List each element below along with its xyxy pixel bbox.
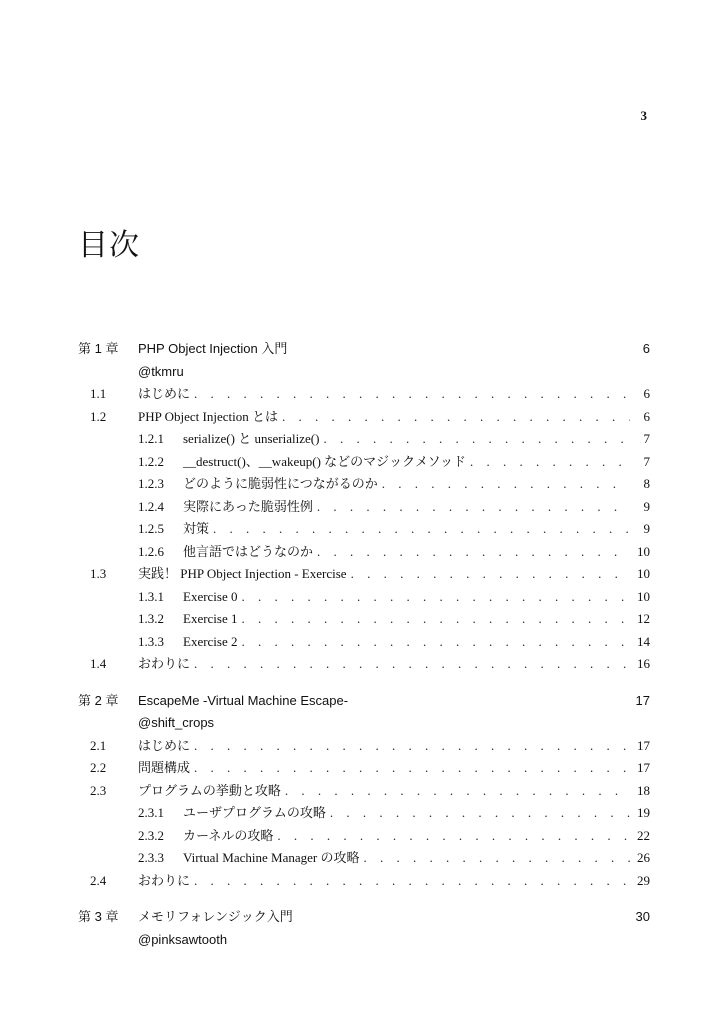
section-number: 2.3.3: [138, 850, 164, 865]
section-title: カーネルの攻略: [183, 827, 274, 843]
toc-subsection-row[interactable]: [78, 541, 650, 564]
section-page: 7: [643, 431, 650, 446]
leader-dots: [351, 563, 630, 586]
leader-dots: [330, 802, 630, 825]
chapter-gap: [78, 892, 650, 906]
toc-section-row[interactable]: [78, 383, 650, 406]
toc-subsection-row[interactable]: [78, 608, 650, 631]
section-page: 10: [637, 543, 650, 559]
toc-author-row: [78, 361, 650, 384]
section-page: 22: [637, 827, 650, 843]
toc-subsection-row[interactable]: [78, 586, 650, 609]
chapter-author: @pinksawtooth: [138, 931, 228, 947]
section-number: 2.3.1: [138, 805, 164, 820]
section-page: 18: [637, 782, 650, 798]
chapter-author: @shift_crops: [138, 715, 215, 730]
toc-subsection-row[interactable]: [78, 518, 650, 541]
section-title: 他言語ではどうなのか: [183, 543, 314, 559]
section-page: 26: [637, 850, 650, 865]
section-page: 29: [637, 872, 650, 888]
toc-title: 目次: [78, 228, 140, 263]
chapter-gap: [78, 676, 650, 690]
chapter-title: メモリフォレンジック入門: [138, 909, 293, 924]
section-page: 14: [637, 633, 650, 649]
chapter-page: 30: [635, 909, 650, 924]
leader-dots: [194, 653, 630, 676]
chapter-page: 6: [642, 341, 650, 356]
chapter-page: 17: [635, 692, 650, 708]
chapter-title: EscapeMe -Virtual Machine Escape-: [138, 692, 349, 708]
section-page: 10: [637, 566, 650, 581]
leader-dots: [194, 757, 630, 780]
section-title: serialize() と unserialize(): [183, 431, 320, 446]
toc-section-row[interactable]: [78, 653, 650, 676]
toc-subsection-row[interactable]: [78, 451, 650, 474]
section-page: 10: [637, 588, 650, 604]
section-number: 1.2.3: [138, 476, 164, 491]
section-page: 9: [643, 521, 650, 536]
leader-dots: [242, 586, 630, 609]
leader-dots: [317, 496, 630, 519]
leader-dots: [194, 870, 630, 893]
toc-chapter-row[interactable]: [78, 690, 650, 713]
section-page: 19: [637, 805, 650, 820]
toc-section-row[interactable]: [78, 735, 650, 758]
section-page: 8: [643, 476, 650, 491]
leader-dots: [277, 825, 630, 848]
section-number: 1.2.1: [138, 431, 164, 446]
chapter-title: PHP Object Injection 入門: [138, 341, 288, 356]
section-number: 2.3: [90, 782, 107, 798]
section-number: 1.3.2: [138, 611, 164, 626]
leader-dots: [194, 735, 630, 758]
leader-dots: [323, 428, 630, 451]
leader-dots: [285, 780, 630, 803]
section-number: 1.4: [90, 656, 107, 671]
chapter-label: 第 2 章: [78, 692, 119, 708]
section-page: 7: [643, 453, 650, 469]
chapter-label: 第 1 章: [78, 341, 119, 356]
toc-chapter-row[interactable]: [78, 338, 650, 361]
toc-section-row[interactable]: [78, 870, 650, 893]
leader-dots: [470, 451, 630, 474]
section-title: はじめに: [138, 386, 191, 401]
section-title: プログラムの挙動と攻略: [138, 782, 281, 798]
table-of-contents: [78, 338, 650, 951]
section-title: Exercise 2: [183, 633, 238, 649]
chapter-label: 第 3 章: [78, 909, 119, 924]
leader-dots: [213, 518, 630, 541]
leader-dots: [363, 847, 630, 870]
section-title: ユーザプログラムの攻略: [183, 805, 326, 820]
toc-section-row[interactable]: [78, 757, 650, 780]
section-number: 1.3.3: [138, 633, 164, 649]
section-number: 1.3: [90, 566, 107, 581]
leader-dots: [317, 541, 630, 564]
toc-author-row: [78, 929, 650, 952]
leader-dots: [194, 383, 630, 406]
section-number: 2.4: [90, 872, 107, 888]
toc-subsection-row[interactable]: [78, 631, 650, 654]
section-title: 対策: [183, 521, 210, 536]
section-title: Exercise 1: [183, 611, 238, 626]
toc-section-row[interactable]: [78, 563, 650, 586]
section-title: Virtual Machine Manager の攻略: [183, 850, 360, 865]
section-number: 1.2.5: [138, 521, 164, 536]
section-page: 16: [637, 656, 650, 671]
section-title: おわりに: [138, 872, 191, 888]
section-title: 問題構成: [138, 760, 191, 775]
toc-subsection-row[interactable]: [78, 496, 650, 519]
toc-subsection-row[interactable]: [78, 473, 650, 496]
section-number: 1.2: [90, 408, 107, 424]
toc-subsection-row[interactable]: [78, 428, 650, 451]
section-title: おわりに: [138, 656, 191, 671]
section-page: 12: [637, 611, 650, 626]
leader-dots: [242, 608, 630, 631]
section-title: 実践！ PHP Object Injection - Exercise: [138, 566, 347, 581]
section-title: どのように脆弱性につながるのか: [183, 476, 378, 491]
section-title: __destruct()、__wakeup() などのマジックメソッド: [183, 453, 466, 469]
toc-subsection-row[interactable]: [78, 847, 650, 870]
leader-dots: [282, 406, 630, 429]
section-title: はじめに: [138, 737, 191, 753]
page-number: 3: [640, 108, 647, 123]
toc-author-row: [78, 712, 650, 735]
section-title: Exercise 0: [183, 588, 238, 604]
section-page: 6: [643, 408, 650, 424]
section-number: 2.2: [90, 760, 107, 775]
section-number: 2.1: [90, 737, 107, 753]
leader-dots: [382, 473, 630, 496]
toc-section-row[interactable]: [78, 780, 650, 803]
section-title: PHP Object Injection とは: [138, 408, 278, 424]
section-title: 実際にあった脆弱性例: [183, 498, 313, 514]
section-number: 1.2.2: [138, 453, 164, 469]
section-number: 2.3.2: [138, 827, 164, 843]
chapter-author: @tkmru: [138, 363, 184, 379]
section-number: 1.1: [90, 386, 107, 401]
section-page: 17: [637, 760, 650, 775]
section-page: 9: [643, 498, 650, 514]
leader-dots: [242, 631, 630, 654]
toc-subsection-row[interactable]: [78, 825, 650, 848]
section-number: 1.2.4: [138, 498, 164, 514]
section-page: 17: [637, 737, 650, 753]
toc-subsection-row[interactable]: [78, 802, 650, 825]
section-number: 1.3.1: [138, 588, 164, 604]
toc-section-row[interactable]: [78, 406, 650, 429]
toc-chapter-row[interactable]: [78, 906, 650, 929]
section-page: 6: [643, 386, 650, 401]
section-number: 1.2.6: [138, 543, 164, 559]
